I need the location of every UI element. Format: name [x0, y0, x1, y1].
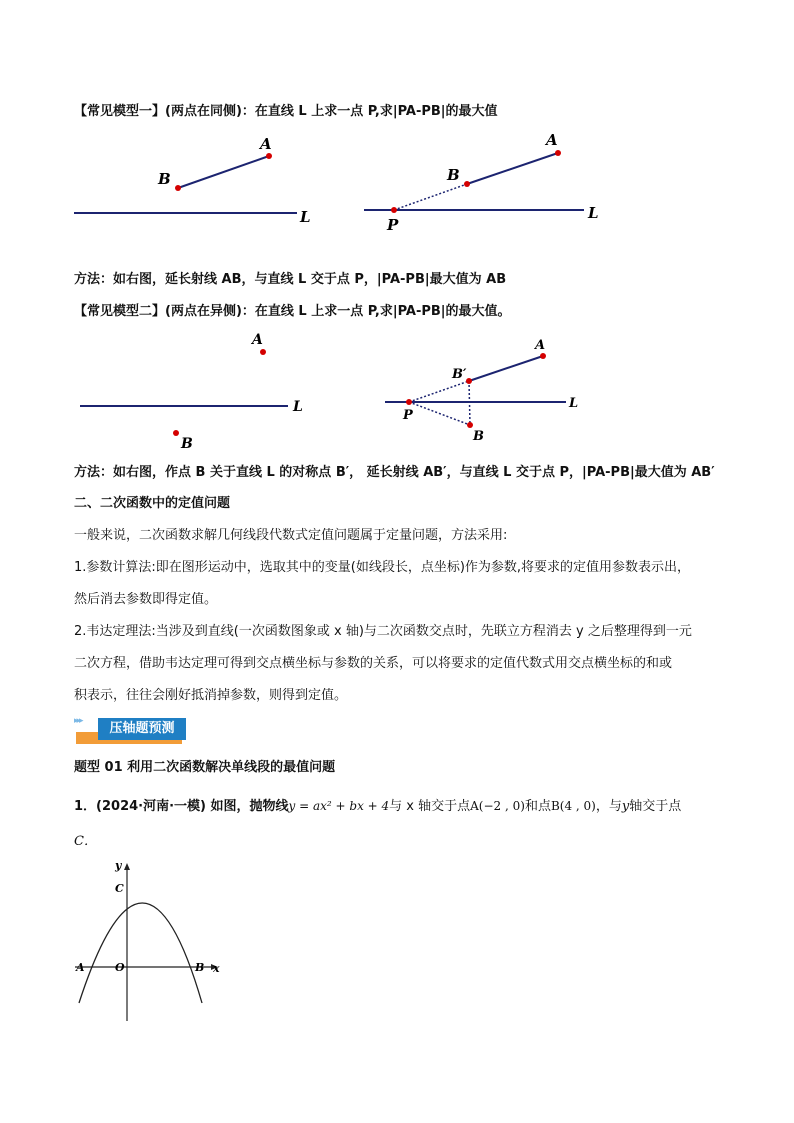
- model1-left-point-a: [266, 153, 272, 159]
- model1-left-label-l: L: [300, 208, 311, 226]
- model2-method-text: 方法：如右图，作点 B 关于直线 L 的对称点 B′， 延长射线 AB′，与直线 L 交于点 P，|PA-PB|最大值为 AB′: [74, 465, 715, 480]
- badge-label: 压轴题预测: [98, 718, 186, 740]
- model2-right-point-bp: [466, 378, 472, 384]
- model2-left-label-b: B: [181, 436, 193, 452]
- model2-right-label-a: A: [535, 338, 546, 353]
- model1-right-segment-ab: [467, 153, 558, 184]
- section2-item2-line1: 2.韦达定理法:当涉及到直线(一次函数图象或 x 轴)与二次函数交点时，先联立方程消去 y 之后整理得到一元: [74, 624, 692, 639]
- model2-right-segment-abp: [469, 356, 543, 381]
- model1-left-label-b: B: [158, 170, 171, 188]
- model2-right-label-p: P: [403, 408, 413, 423]
- model2-left-point-b: [173, 430, 179, 436]
- model1-diagram: [60, 125, 620, 240]
- problem1-line2: C．: [74, 834, 97, 849]
- model2-right-label-l: L: [569, 396, 579, 411]
- model1-right-label-b: B: [447, 166, 460, 184]
- graph-label-x: x: [213, 962, 220, 975]
- section2-title-text: 二、二次函数中的定值问题: [74, 496, 231, 511]
- model1-right-label-a: A: [546, 131, 558, 149]
- model2-right-point-a: [540, 353, 546, 359]
- graph-label-b: B: [195, 961, 205, 974]
- graph-label-c: C: [115, 882, 124, 895]
- model2-right-point-b: [467, 422, 473, 428]
- model1-left-segment-ab: [178, 156, 269, 188]
- model1-method-text: 方法：如右图，延长射线 AB，与直线 L 交于点 P，|PA-PB|最大值为 AB: [74, 272, 507, 287]
- problem1-line1: [74, 796, 681, 817]
- section2-item1-line2: 然后消去参数即得定值。: [74, 592, 218, 607]
- model1-left-label-a: A: [260, 135, 272, 153]
- model2-heading: [74, 302, 511, 322]
- graph-label-a: A: [76, 961, 85, 974]
- problem1-equation: y = ax² + bx + 4: [288, 799, 390, 813]
- section2-item1-line1: 1.参数计算法:即在图形运动中，选取其中的变量(如线段长，点坐标)作为参数,将要求的定值用参数表示出，: [74, 560, 691, 575]
- parabola-graph: [70, 855, 230, 1025]
- model1-method: [74, 270, 506, 290]
- model2-diagram: [60, 330, 620, 455]
- badge-arrows-icon: ▸▸▸: [74, 716, 82, 726]
- model2-right-dotted-pb: [409, 402, 470, 425]
- model2-method: [74, 463, 715, 483]
- parabola-curve: [79, 903, 205, 1003]
- model1-right-label-p: P: [387, 216, 399, 234]
- model1-heading: [74, 102, 498, 122]
- y-axis-arrow-icon: [124, 863, 130, 870]
- model1-right-point-a: [555, 150, 561, 156]
- problem1-and: 和点: [524, 799, 551, 814]
- model2-left-label-a: A: [252, 332, 263, 348]
- section2-intro: 一般来说，二次函数求解几何线段代数式定值问题属于定量问题，方法采用:: [74, 528, 508, 543]
- model1-right-point-b: [464, 181, 470, 187]
- model2-right-label-b: B: [473, 429, 484, 444]
- model2-heading-text: 【常见模型二】(两点在异侧)：在直线 L 上求一点 P,求|PA-PB|的最大值。: [74, 304, 511, 319]
- problem1-point-b: B(4 , 0): [550, 799, 596, 813]
- section2-title: [74, 494, 230, 514]
- model2-left-label-l: L: [293, 399, 303, 415]
- model1-right-label-l: L: [588, 204, 599, 222]
- prediction-badge: [74, 716, 186, 746]
- problem1-mid: 与 x 轴交于点: [389, 799, 471, 814]
- graph-label-o: O: [115, 961, 125, 974]
- problem1-point-a: A(−2 , 0): [470, 799, 525, 813]
- graph-label-y: y: [115, 859, 122, 872]
- model1-right-point-p: [391, 207, 397, 213]
- model2-right-point-p: [406, 399, 412, 405]
- problem1-prefix: 1．(2024·河南·一模) 如图，抛物线: [74, 799, 289, 814]
- model2-right-label-bp: B′: [452, 367, 467, 382]
- problem1-suffix: ，与: [595, 799, 622, 814]
- section2-item2-line2: 二次方程，借助韦达定理可得到交点横坐标与参数的关系，可以将要求的定值代数式用交点横坐标的和或: [74, 656, 673, 671]
- problem1-yvar: y: [621, 799, 630, 814]
- topic-title: [74, 758, 335, 778]
- model1-right-dotted-pb: [394, 184, 467, 210]
- topic-title-text: 题型 01 利用二次函数解决单线段的最值问题: [74, 760, 336, 775]
- model1-left-point-b: [175, 185, 181, 191]
- model2-left-point-a: [260, 349, 266, 355]
- section2-item2-line3: 积表示，往往会刚好抵消掉参数，则得到定值。: [74, 688, 348, 703]
- problem1-suffix2: 轴交于点: [629, 799, 682, 814]
- model2-right-dotted-pbp: [409, 381, 469, 402]
- model1-heading-text: 【常见模型一】(两点在同侧)：在直线 L 上求一点 P,求|PA-PB|的最大值: [74, 104, 498, 119]
